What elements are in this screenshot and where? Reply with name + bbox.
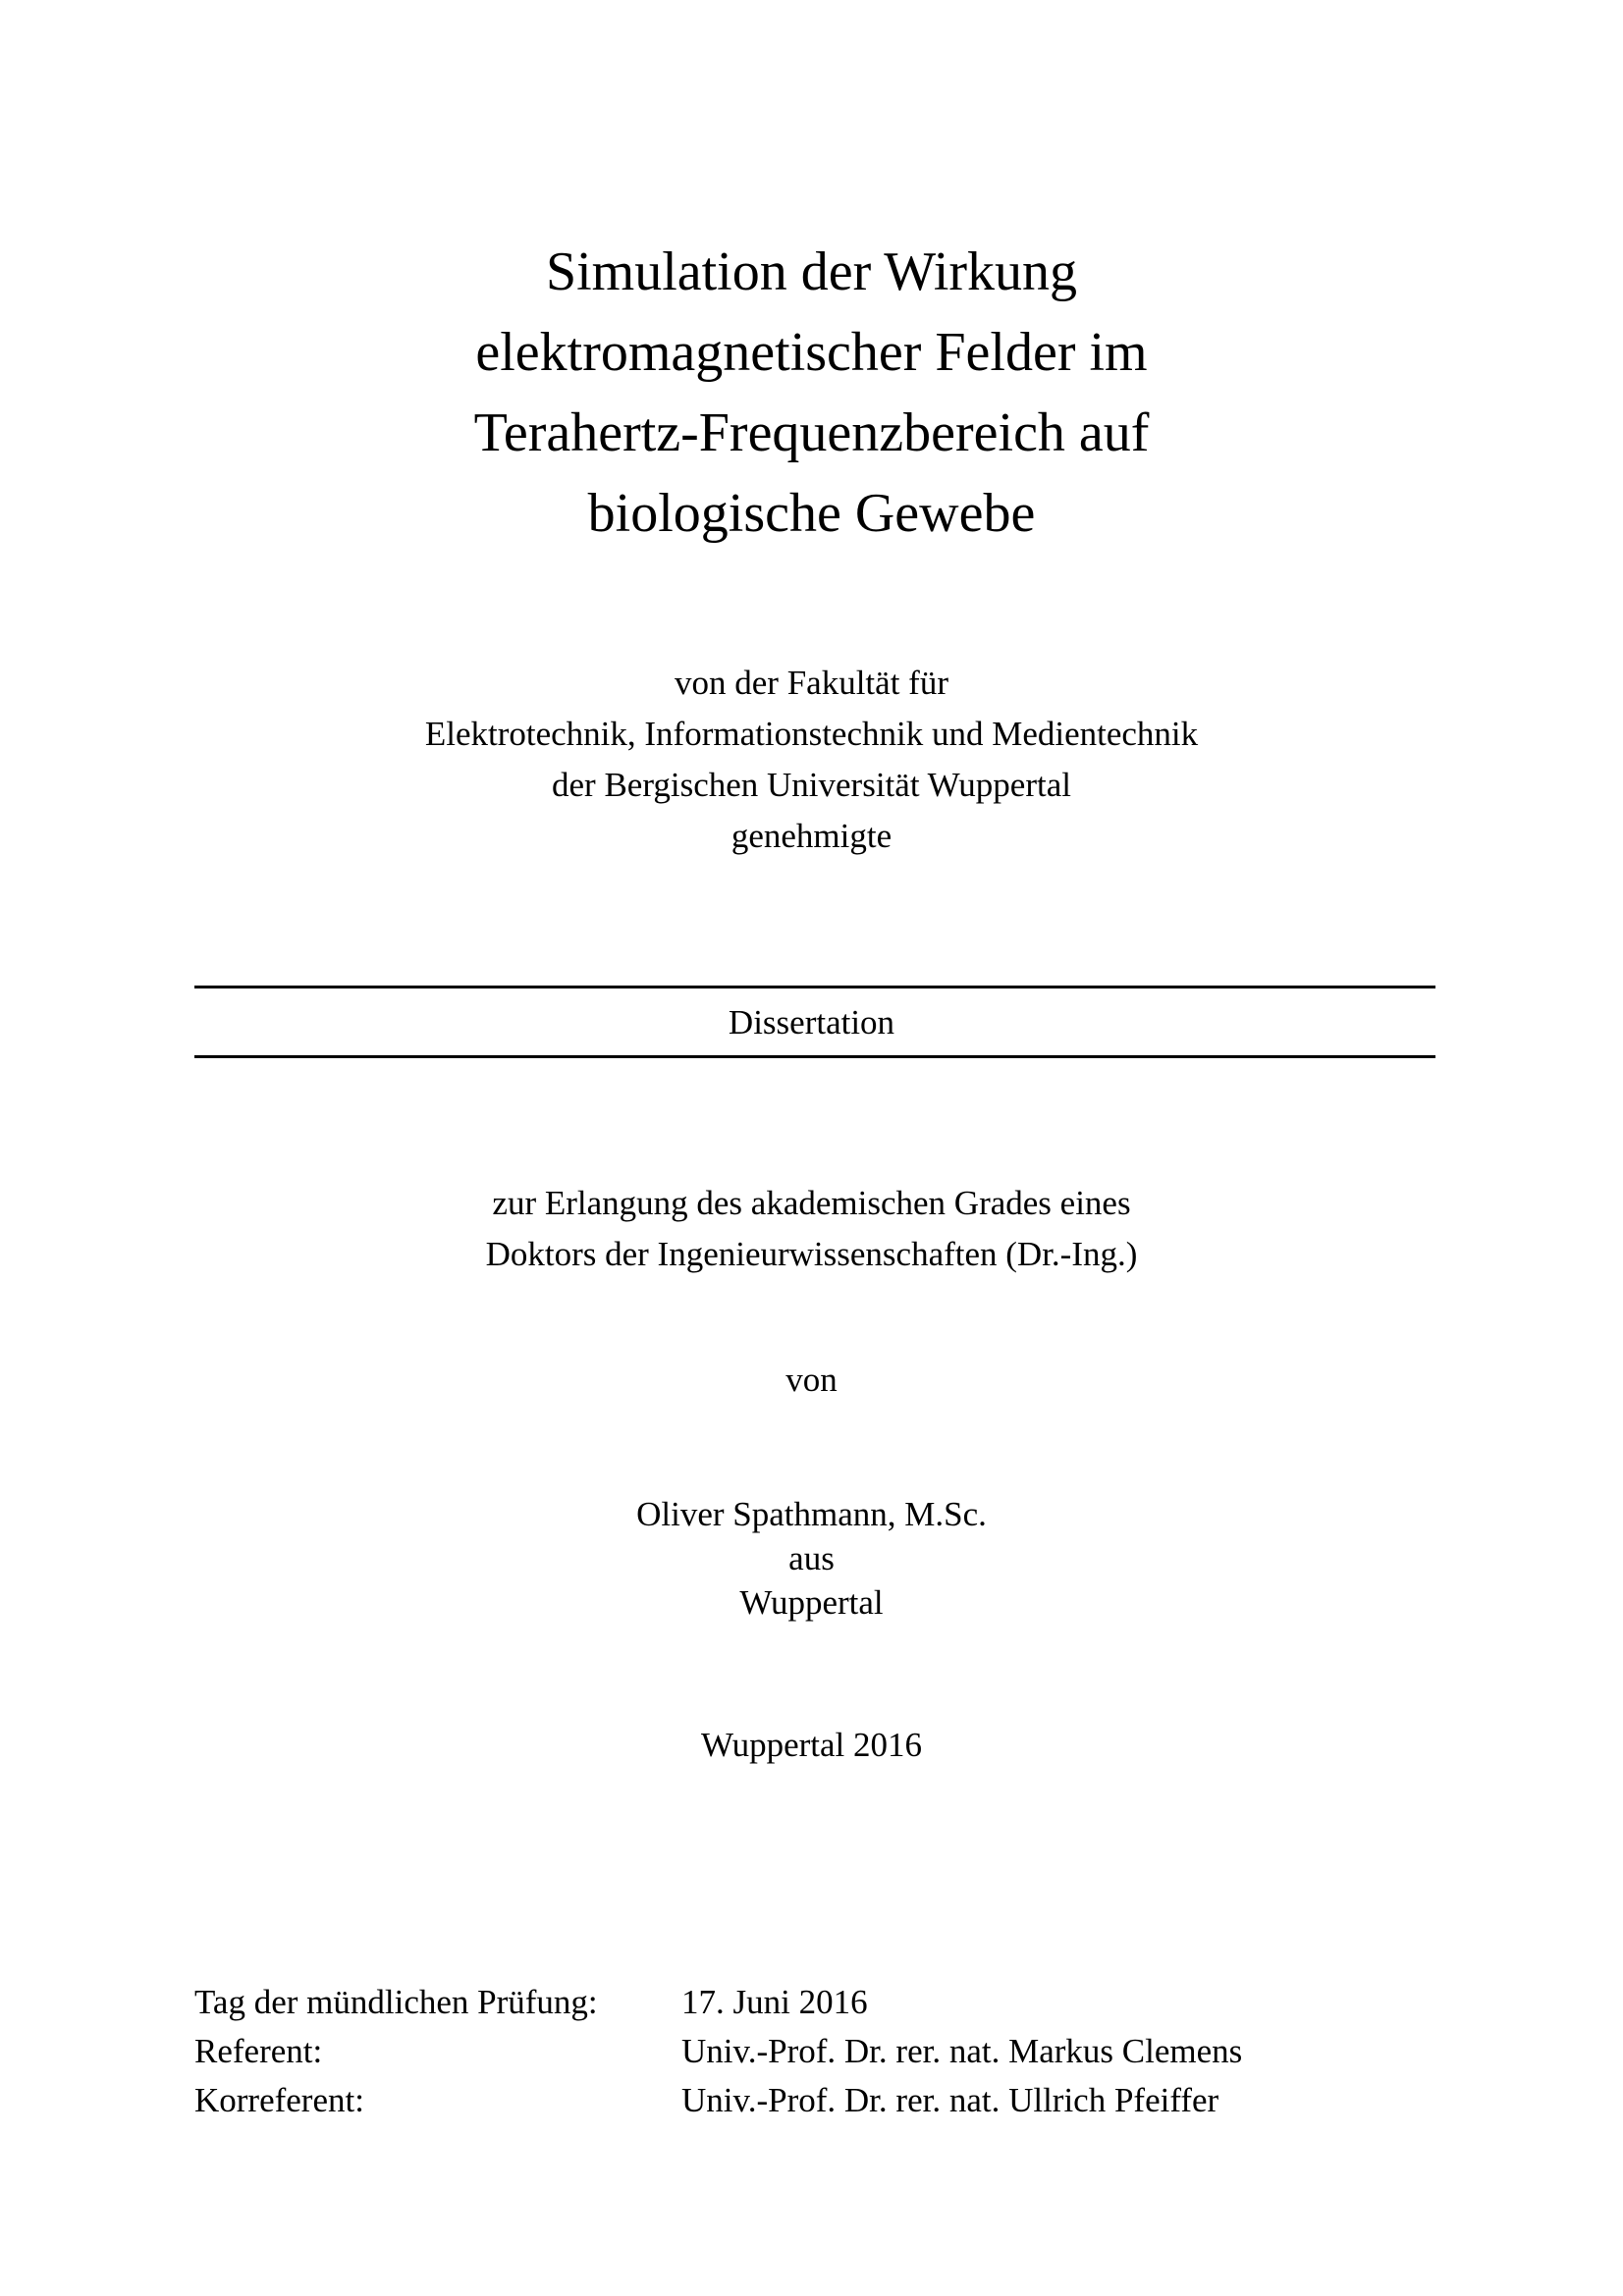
faculty-line: genehmigte	[730, 817, 893, 855]
author-from-label: aus	[788, 1539, 835, 1577]
exam-value: Univ.-Prof. Dr. rer. nat. Markus Clemens	[681, 2032, 1243, 2070]
exam-label: Korreferent:	[194, 2081, 364, 2119]
degree-line: zur Erlangung des akademischen Grades eines	[492, 1184, 1131, 1222]
by-label: von	[785, 1361, 838, 1399]
exam-label: Tag der mündlichen Prüfung:	[194, 1983, 598, 2021]
degree-line: Doktors der Ingenieurwissenschaften (Dr.-Ing.)	[485, 1235, 1138, 1273]
exam-label: Referent:	[194, 2032, 323, 2070]
author-hometown: Wuppertal	[739, 1583, 884, 1622]
document-type: Dissertation	[728, 1003, 895, 1041]
author-block	[0, 1492, 1623, 1625]
title-line: Simulation der Wirkung	[545, 241, 1078, 302]
faculty-line: der Bergischen Universität Wuppertal	[552, 766, 1071, 804]
faculty-block	[0, 658, 1623, 862]
divider-top	[194, 986, 1435, 988]
title-line: elektromagnetischer Felder im	[475, 322, 1148, 383]
title-line: biologische Gewebe	[587, 483, 1036, 544]
divider-bottom	[194, 1055, 1435, 1058]
author-name: Oliver Spathmann, M.Sc.	[636, 1495, 987, 1533]
faculty-line: von der Fakultät für	[675, 664, 948, 702]
dissertation-title	[0, 232, 1623, 554]
title-line: Terahertz-Frequenzbereich auf	[473, 402, 1150, 463]
faculty-line: Elektrotechnik, Informationstechnik und Medientechnik	[424, 715, 1199, 753]
exam-value: 17. Juni 2016	[681, 1983, 868, 2021]
exam-value: Univ.-Prof. Dr. rer. nat. Ullrich Pfeiffer	[681, 2081, 1219, 2119]
place-year: Wuppertal 2016	[700, 1726, 923, 1764]
degree-block	[0, 1178, 1623, 1280]
